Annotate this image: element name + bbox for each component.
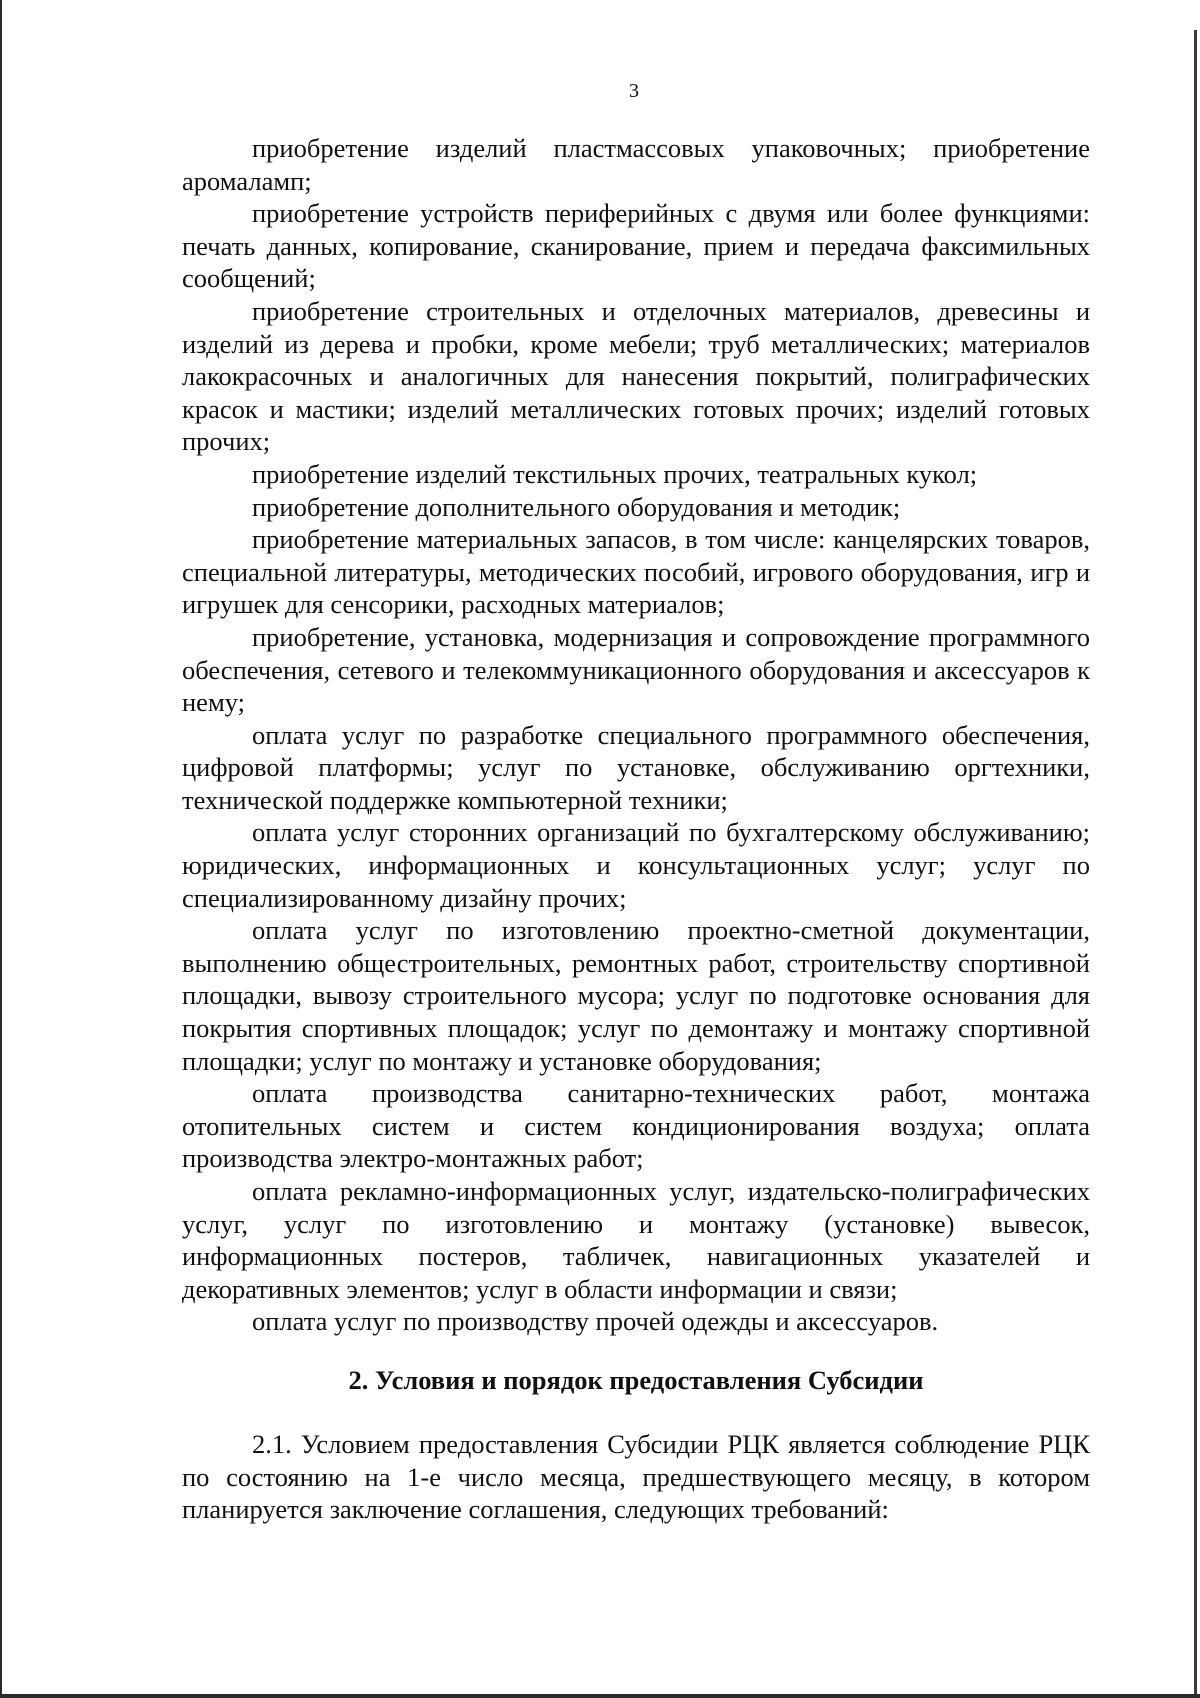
paragraph-additional-equipment: приобретение дополнительного оборудования и методик;: [252, 491, 901, 522]
paragraph-subsidy-condition: 2.1. Условием предоставления Субсидии РЦК является соблюдение РЦК по состоянию на 1-е число месяца, предшествующего месяцу, в котором планируется заключение соглашения, следующих требований:: [182, 1428, 1090, 1525]
scan-border-bottom: [0, 1694, 1200, 1698]
document-body: [182, 132, 1090, 1526]
paragraph-sanitary-works: оплата производства санитарно-технических работ, монтажа отопительных систем и систем кондиционирования воздуха; оплата производства электро-монтажных работ;: [182, 1078, 1090, 1174]
paragraph-peripheral-devices: приобретение устройств периферийных с двумя или более функциями: печать данных, копирование, сканирование, прием и передача факсимильных сообщений;: [182, 198, 1090, 294]
scan-border-left: [0, 0, 2, 1698]
paragraph-software-development: оплата услуг по разработке специального программного обеспечения, цифровой платформы; услуг по установке, обслуживанию оргтехники, технической поддержке компьютерной техники;: [182, 719, 1090, 815]
paragraph-material-stocks: приобретение материальных запасов, в том числе: канцелярских товаров, специальной литературы, методических пособий, игрового оборудования, игр и игрушек для сенсорики, расходных материалов;: [182, 524, 1090, 620]
paragraph-clothing-production: оплата услуг по производству прочей одежды и аксессуаров.: [252, 1306, 939, 1337]
paragraph-accounting-services: оплата услуг сторонних организаций по бухгалтерскому обслуживанию; юридических, информационных и консультационных услуг; услуг по специализированному дизайну прочих;: [182, 817, 1090, 913]
paragraph-plastic-packaging: приобретение изделий пластмассовых упаковочных; приобретение аромаламп;: [182, 133, 1090, 196]
section-heading: 2. Условия и порядок предоставления Субсидии: [348, 1364, 924, 1395]
paragraph-construction-services: оплата услуг по изготовлению проектно-сметной документации, выполнению общестроительных, ремонтных работ, строительству спортивной площадки, вывозу строительного мусора; услуг по подготовке основания для покрытия спортивных площадок; услуг по демонтажу и монтажу спортивной площадки; услуг по монтажу и установке оборудования;: [182, 915, 1090, 1076]
page-number: 3: [629, 80, 639, 102]
paragraph-textile-products: приобретение изделий текстильных прочих, театральных кукол;: [252, 458, 978, 489]
paragraph-advertising-services: оплата рекламно-информационных услуг, издательско-полиграфических услуг, услуг по изготовлению и монтажу (установке) вывесок, информационных постеров, табличек, навигационных указателей и декоративных элементов; услуг в области информации и связи;: [182, 1176, 1090, 1304]
paragraph-building-materials: приобретение строительных и отделочных материалов, древесины и изделий из дерева и пробки, кроме мебели; труб металлических; материалов лакокрасочных и аналогичных для нанесения покрытий, полиграфических красок и мастики; изделий металлических готовых прочих; изделий готовых прочих;: [182, 295, 1090, 457]
paragraph-software: приобретение, установка, модернизация и сопровождение программного обеспечения, сетевого и телекоммуникационного оборудования и аксессуаров к нему;: [182, 621, 1090, 718]
scan-border-right: [1194, 30, 1197, 1698]
